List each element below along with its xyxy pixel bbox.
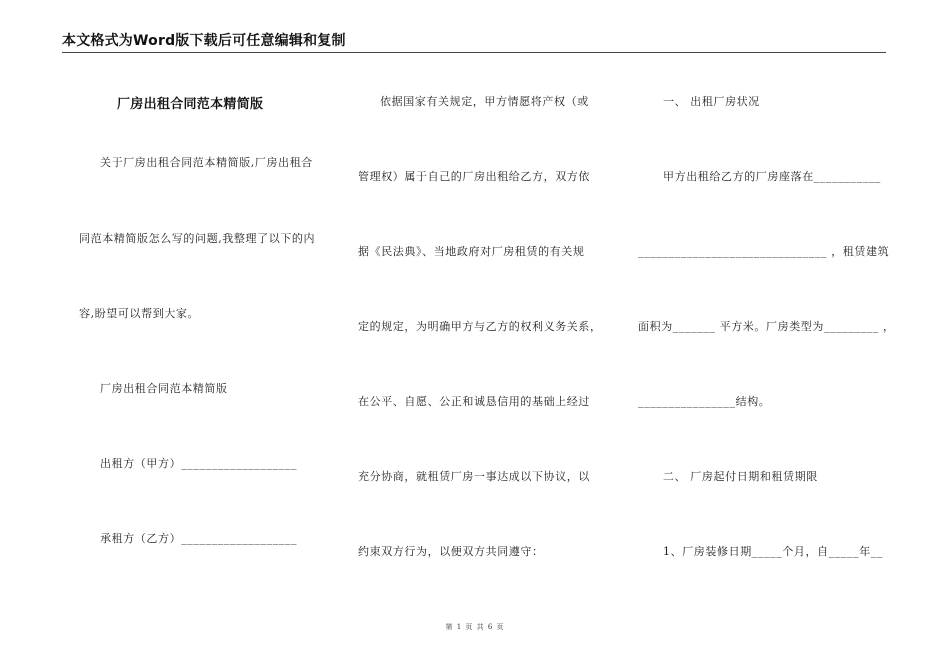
body-line: 甲方出租给乙方的厂房座落在___________ <box>663 170 881 183</box>
lessee-field: 承租方（乙方）___________________ <box>100 532 298 545</box>
intro-line-3: 容,盼望可以帮到大家。 <box>79 307 200 320</box>
body-line: 管理权）属于自己的厂房出租给乙方，双方依 <box>358 170 590 183</box>
body-line: 面积为_______ 平方米。厂房类型为_________ ， <box>638 320 895 333</box>
body-line: 充分协商，就租赁厂房一事达成以下协议，以 <box>358 470 590 483</box>
header-title: 本文格式为Word版下载后可任意编辑和复制 <box>62 33 346 49</box>
document-title: 厂房出租合同范本精简版 <box>117 97 264 112</box>
body-line: _______________________________ ，租赁建筑 <box>638 245 890 258</box>
section-heading: 一、 出租厂房状况 <box>663 95 760 108</box>
section-heading: 二、 厂房起付日期和租赁期限 <box>663 470 818 483</box>
body-line: 1、厂房装修日期_____个月，自_____年__ <box>663 545 883 558</box>
intro-line-2: 同范本精简版怎么写的问题,我整理了以下的内 <box>79 232 316 245</box>
body-line: ________________结构。 <box>638 395 771 408</box>
body-line: 约束双方行为，以便双方共同遵守： <box>358 545 544 558</box>
lessor-field: 出租方（甲方）___________________ <box>100 457 298 470</box>
intro-line-1: 关于厂房出租合同范本精简版,厂房出租合 <box>100 156 313 169</box>
contract-subtitle: 厂房出租合同范本精简版 <box>100 382 228 395</box>
page-number: 第 1 页 共 6 页 <box>445 623 505 631</box>
body-line: 在公平、自愿、公正和诚恳信用的基础上经过 <box>358 395 590 408</box>
body-line: 据《民法典》、当地政府对厂房租赁的有关规 <box>358 245 585 258</box>
body-line: 依据国家有关规定，甲方情愿将产权（或 <box>380 95 589 108</box>
header-rule <box>62 52 886 53</box>
body-line: 定的规定，为明确甲方与乙方的权利义务关系， <box>358 320 602 333</box>
